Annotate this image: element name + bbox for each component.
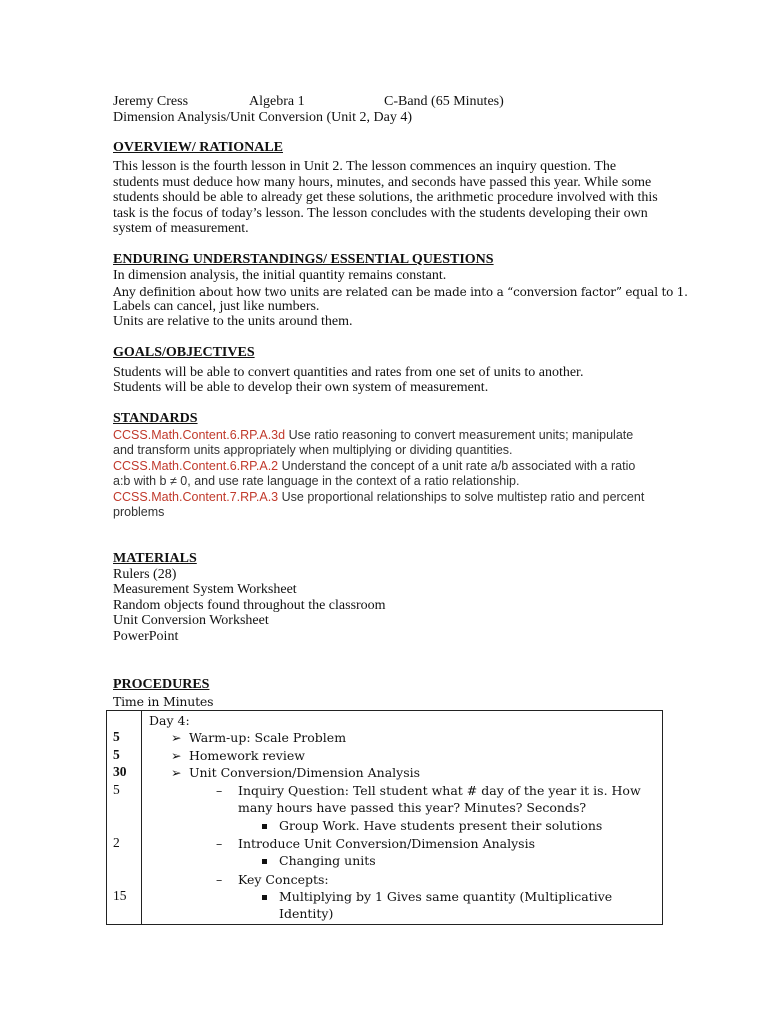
standard-item — [113, 428, 633, 444]
time-value: 5 — [113, 729, 120, 744]
understanding-line: Units are relative to the units around them. — [113, 314, 353, 329]
standard-link[interactable]: CCSS.Math.Content.6.RP.A.3d — [113, 428, 286, 442]
goals-heading: GOALS/OBJECTIVES — [113, 345, 255, 360]
square-bullet-icon — [262, 859, 267, 864]
lesson-title: Dimension Analysis/Unit Conversion (Unit 2, Day 4) — [113, 110, 413, 125]
standard-text: Use ratio reasoning to convert measurement units; manipulate — [285, 428, 634, 442]
procedures-subheading: Time in Minutes — [113, 694, 214, 709]
material-item: Measurement System Worksheet — [113, 582, 297, 597]
understandings-heading: ENDURING UNDERSTANDINGS/ ESSENTIAL QUESTIONS — [113, 252, 494, 267]
dash-bullet-icon: – — [216, 836, 223, 851]
standard-text: and transform units appropriately when multiplying or dividing quantities. — [113, 443, 513, 457]
time-value: 5 — [113, 782, 120, 797]
arrow-bullet-icon: ➢ — [171, 765, 182, 780]
standards-heading: STANDARDS — [113, 411, 198, 426]
standard-item — [113, 490, 644, 506]
square-bullet-icon — [262, 824, 267, 829]
square-bullet-icon — [262, 895, 267, 900]
introduce-item: Introduce Unit Conversion/Dimension Analysis — [238, 836, 535, 851]
arrow-bullet-icon: ➢ — [171, 748, 182, 763]
procedure-item-label: Unit Conversion/Dimension Analysis — [189, 765, 421, 780]
material-item: PowerPoint — [113, 629, 179, 644]
sub-bullet — [262, 818, 602, 833]
sub-bullet — [262, 889, 612, 904]
dash-bullet-icon: – — [216, 783, 223, 798]
inquiry-question-cont: many hours have passed this year? Minutes? Seconds? — [238, 800, 587, 815]
time-value: 15 — [113, 888, 127, 903]
time-value: 30 — [113, 764, 127, 779]
procedure-item-label: Warm-up: Scale Problem — [189, 730, 347, 745]
goal-line: Students will be able to develop their own system of measurement. — [113, 380, 489, 395]
overview-line: task is the focus of today’s lesson. The lesson concludes with the students developing their own — [113, 206, 648, 221]
overview-line: students must deduce how many hours, minutes, and seconds have passed this year. While some — [113, 175, 652, 190]
procedures-table — [106, 710, 663, 925]
procedures-heading: PROCEDURES — [113, 677, 210, 692]
time-value: 5 — [113, 747, 120, 762]
understanding-line: Any definition about how two units are related can be made into a “conversion factor” equal to 1. — [113, 285, 688, 299]
standard-text: a:b with b ≠ 0, and use rate language in the context of a ratio relationship. — [113, 474, 520, 488]
standard-text: problems — [113, 505, 165, 519]
dash-bullet-icon: – — [216, 872, 223, 887]
author-name: Jeremy Cress — [113, 94, 189, 109]
understanding-line: In dimension analysis, the initial quantity remains constant. — [113, 268, 447, 283]
arrow-bullet-icon: ➢ — [171, 730, 182, 745]
time-column — [107, 711, 142, 925]
sub-bullet-label: Multiplying by 1 Gives same quantity (Multiplicative — [279, 889, 613, 904]
materials-heading: MATERIALS — [113, 551, 197, 566]
overview-line: This lesson is the fourth lesson in Unit 2. The lesson commences an inquiry question. The — [113, 159, 617, 174]
course-name: Algebra 1 — [249, 94, 305, 109]
standard-link[interactable]: CCSS.Math.Content.6.RP.A.2 — [113, 459, 279, 473]
activity-column — [142, 711, 663, 925]
goal-line: Students will be able to convert quantities and rates from one set of units to another. — [113, 365, 584, 380]
procedure-item — [171, 765, 420, 780]
overview-line: system of measurement. — [113, 221, 249, 236]
inquiry-question: Inquiry Question: Tell student what # day of the year it is. How — [238, 783, 641, 798]
material-item: Rulers (28) — [113, 567, 177, 582]
procedure-item-label: Homework review — [189, 748, 305, 763]
standard-text: Understand the concept of a unit rate a/b associated with a ratio — [278, 459, 636, 473]
key-concepts-item: Key Concepts: — [238, 872, 329, 887]
standard-item — [113, 459, 635, 475]
sub-bullet — [262, 853, 376, 868]
overview-heading: OVERVIEW/ RATIONALE — [113, 140, 283, 155]
procedure-item — [171, 748, 305, 763]
time-value: 2 — [113, 835, 120, 850]
sub-bullet-label: Changing units — [279, 853, 376, 868]
band-info: C-Band (65 Minutes) — [384, 94, 504, 109]
understanding-line: Labels can cancel, just like numbers. — [113, 299, 320, 314]
material-item: Random objects found throughout the classroom — [113, 598, 386, 613]
overview-line: students should be able to already get these solutions, the arithmetic procedure involved with this — [113, 190, 658, 205]
standard-text: Use proportional relationships to solve multistep ratio and percent — [278, 490, 645, 504]
standard-link[interactable]: CCSS.Math.Content.7.RP.A.3 — [113, 490, 279, 504]
sub-bullet-label: Group Work. Have students present their solutions — [279, 818, 603, 833]
procedure-item — [171, 730, 346, 745]
day-label: Day 4: — [149, 713, 190, 728]
material-item: Unit Conversion Worksheet — [113, 613, 269, 628]
sub-bullet-cont: Identity) — [279, 906, 334, 921]
